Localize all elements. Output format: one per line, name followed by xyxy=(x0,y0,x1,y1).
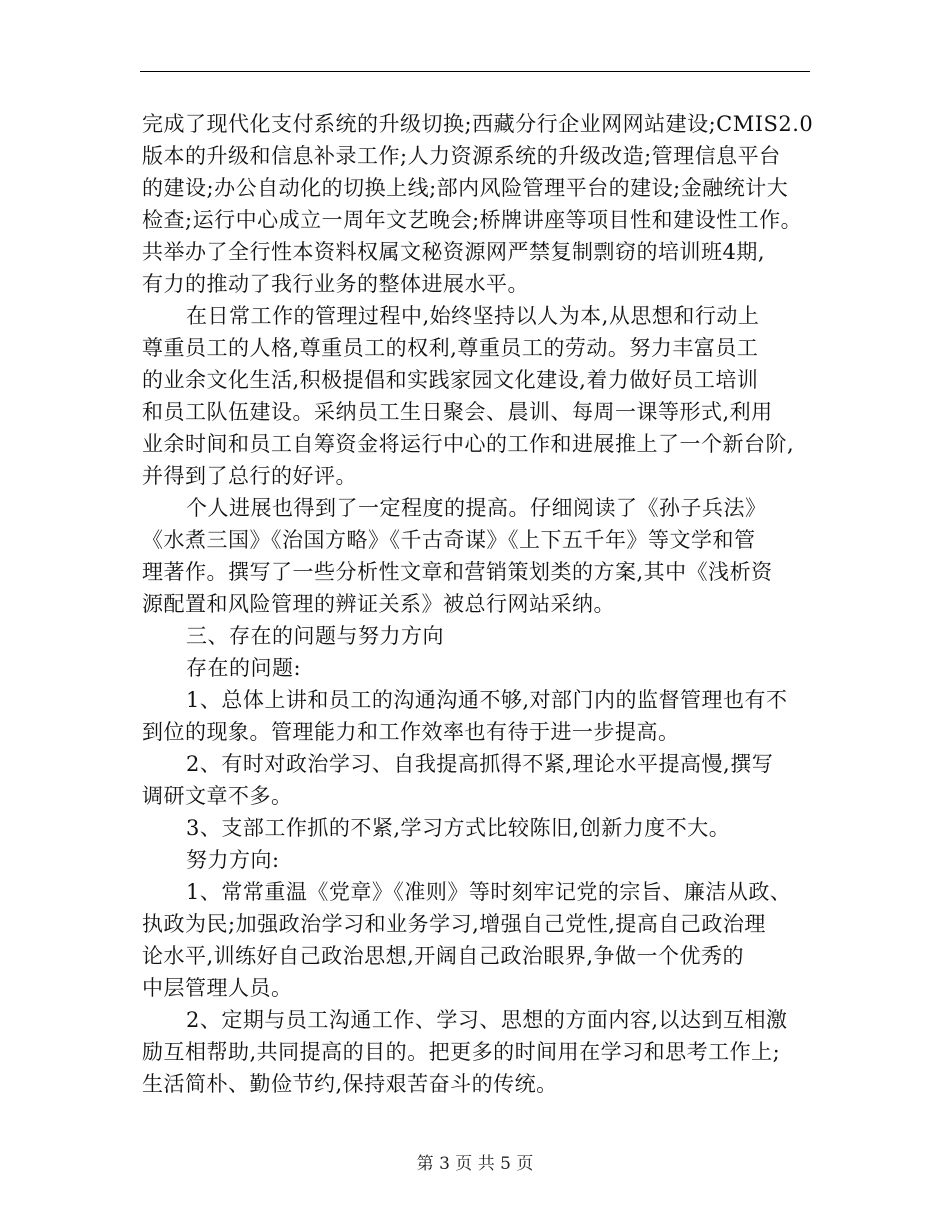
text-line: 存在的问题: xyxy=(186,656,302,680)
text-line: 源配置和风险管理的辨证关系》被总行网站采纳。 xyxy=(142,592,615,616)
header-rule xyxy=(140,71,810,72)
text-line: 个人进展也得到了一定程度的提高。仔细阅读了《孙子兵法》 xyxy=(186,496,767,520)
paragraph xyxy=(142,492,822,620)
list-item xyxy=(142,1004,822,1100)
text-line: 调研文章不多。 xyxy=(142,784,293,808)
text-line: 和员工队伍建设。采纳员工生日聚会、晨训、每周一课等形式,利用 xyxy=(142,400,773,424)
text-line: 2、有时对政治学习、自我提高抓得不紧,理论水平提高慢,撰写 xyxy=(186,752,774,776)
text-line: 2、定期与员工沟通工作、学习、思想的方面内容,以达到互相激 xyxy=(186,1008,788,1032)
section-heading xyxy=(142,620,822,652)
text-line: 在日常工作的管理过程中,始终坚持以人为本,从思想和行动上 xyxy=(186,304,760,328)
text-line: 尊重员工的人格,尊重员工的权利,尊重员工的劳动。努力丰富员工 xyxy=(142,336,759,360)
text-line: 生活简朴、勤俭节约,保持艰苦奋斗的传统。 xyxy=(142,1072,558,1096)
text-line: 有力的推动了我行业务的整体进展水平。 xyxy=(142,272,529,296)
subheading xyxy=(142,844,822,876)
text-line: 论水平,训练好自己政治思想,开阔自己政治眼界,争做一个优秀的 xyxy=(142,944,745,968)
text-line: 检查;运行中心成立一周年文艺晚会;桥牌讲座等项目性和建设性工作。 xyxy=(142,208,803,232)
text-line: 1、常常重温《党章》《准则》等时刻牢记党的宗旨、廉洁从政、 xyxy=(186,880,792,904)
text-line: 共举办了全行性本资料权属文秘资源网严禁复制剽窃的培训班4期, xyxy=(142,240,766,264)
list-item xyxy=(142,684,822,748)
page-number-label: 第 3 页 共 5 页 xyxy=(416,1154,534,1174)
document-body xyxy=(142,108,822,1100)
text-line: 完成了现代化支付系统的升级切换;西藏分行企业网网站建设;CMIS2.0 xyxy=(142,112,814,136)
text-line: 三、存在的问题与努力方向 xyxy=(186,624,444,648)
list-item xyxy=(142,876,822,1004)
list-item xyxy=(142,748,822,812)
text-line: 的建设;办公自动化的切换上线;部内风险管理平台的建设;金融统计大 xyxy=(142,176,789,200)
text-line: 理著作。撰写了一些分析性文章和营销策划类的方案,其中《浅析资 xyxy=(142,560,773,584)
paragraph xyxy=(142,108,822,300)
text-line: 努力方向: xyxy=(186,848,280,872)
text-line: 《水煮三国》《治国方略》《千古奇谋》《上下五千年》等文学和管 xyxy=(142,528,756,552)
text-line: 3、支部工作抓的不紧,学习方式比较陈旧,创新力度不大。 xyxy=(186,816,731,840)
list-item xyxy=(142,812,822,844)
text-line: 中层管理人员。 xyxy=(142,976,293,1000)
text-line: 并得到了总行的好评。 xyxy=(142,464,357,488)
text-line: 到位的现象。管理能力和工作效率也有待于进一步提高。 xyxy=(142,720,680,744)
text-line: 执政为民;加强政治学习和业务学习,增强自己党性,提高自己政治理 xyxy=(142,912,766,936)
text-line: 的业余文化生活,积极提倡和实践家园文化建设,着力做好员工培训 xyxy=(142,368,759,392)
subheading xyxy=(142,652,822,684)
text-line: 业余时间和员工自筹资金将运行中心的工作和进展推上了一个新台阶, xyxy=(142,432,795,456)
text-line: 励互相帮助,共同提高的目的。把更多的时间用在学习和思考工作上; xyxy=(142,1040,781,1064)
text-line: 版本的升级和信息补录工作;人力资源系统的升级改造;管理信息平台 xyxy=(142,144,781,168)
page-footer xyxy=(0,1152,950,1176)
text-line: 1、总体上讲和员工的沟通沟通不够,对部门内的监督管理也有不 xyxy=(186,688,788,712)
paragraph xyxy=(142,300,822,492)
